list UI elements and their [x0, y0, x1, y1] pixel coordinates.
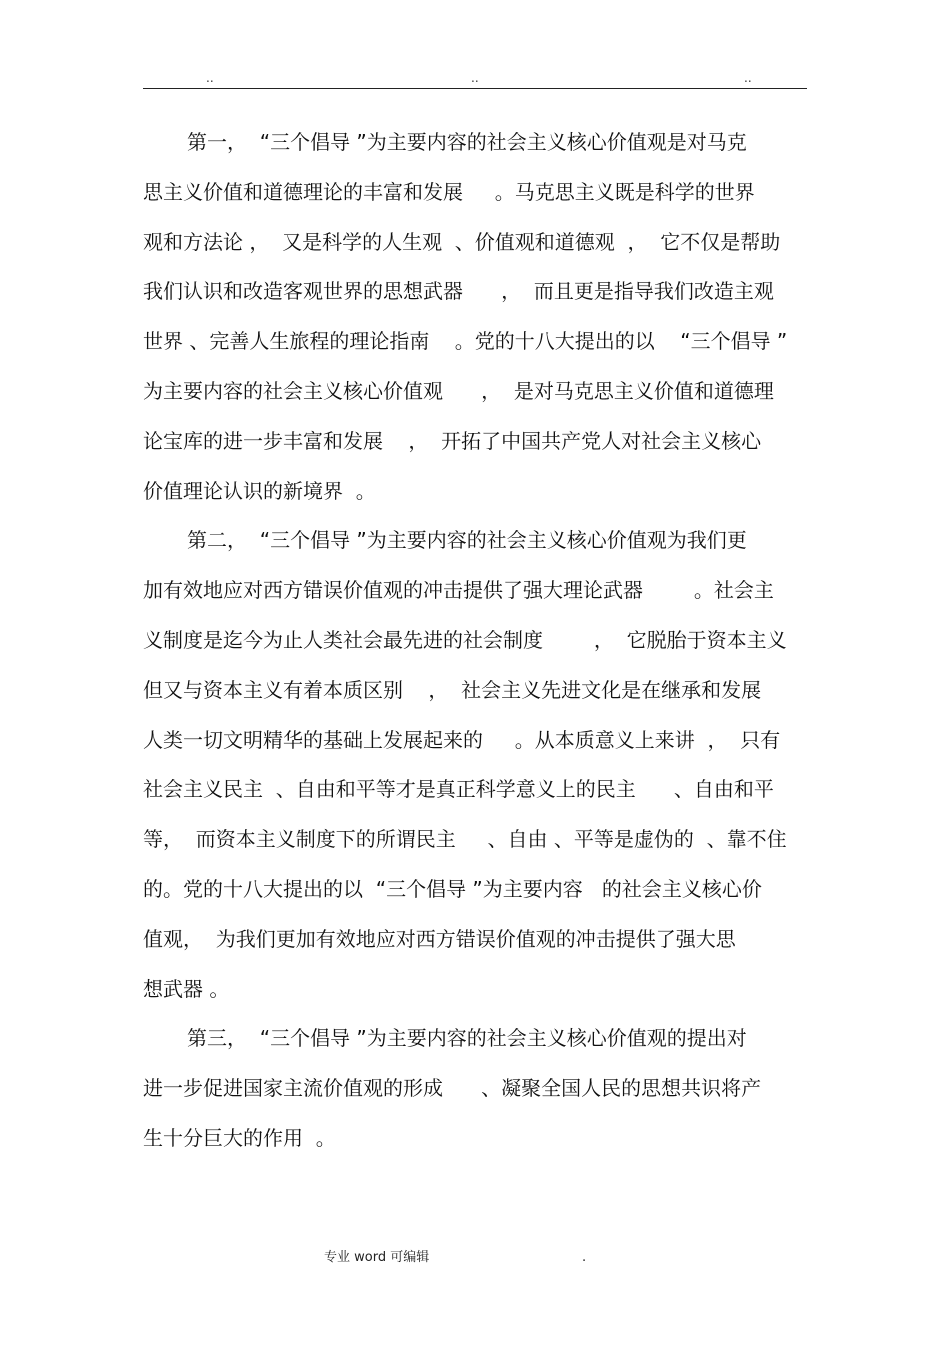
paragraph-line: 思主义价值和道德理论的丰富和发展 。马克思主义既是科学的世界: [143, 179, 755, 204]
footer-dot: .: [582, 1250, 587, 1265]
paragraph-line: 等， 而资本主义制度下的所谓民主 、自由 、平等是虚伪的 、靠不住: [143, 827, 787, 852]
paragraph-2: [143, 516, 823, 1014]
paragraph-line: 价值理论认识的新境界 。: [143, 478, 376, 503]
header-divider: [143, 88, 807, 89]
paragraph-line: 社会主义民主 、自由和平等才是真正科学意义上的民主 、自由和平: [143, 777, 774, 802]
paragraph-line: 第一， “三个倡导 ”为主要内容的社会主义核心价值观是对马克: [187, 130, 747, 154]
header-mark-right: ..: [744, 71, 752, 85]
paragraph-line: 论宝库的进一步丰富和发展 ， 开拓了中国共产党人对社会主义核心: [143, 428, 762, 453]
paragraph-line: 第二， “三个倡导 ”为主要内容的社会主义核心价值观为我们更: [187, 528, 747, 553]
paragraph-1: [143, 118, 823, 516]
footer-note: 专业 word 可编辑: [324, 1250, 430, 1265]
paragraph-line: 为主要内容的社会主义核心价值观 ， 是对马克思主义价值和道德理: [143, 378, 774, 403]
paragraph-line: 义制度是迄今为止人类社会最先进的社会制度 ， 它脱胎于资本主义: [143, 627, 787, 652]
paragraph-line: 加有效地应对西方错误价值观的冲击提供了强大理论武器 。社会主: [143, 578, 774, 603]
paragraph-3: [143, 1014, 823, 1163]
paragraph-line: 进一步促进国家主流价值观的形成 、凝聚全国人民的思想共识将产: [143, 1076, 762, 1101]
paragraph-line: 第三， “三个倡导 ”为主要内容的社会主义核心价值观的提出对: [187, 1026, 747, 1051]
document-body: [143, 118, 823, 1164]
header-mark-center: ..: [471, 71, 479, 85]
paragraph-line: 我们认识和改造客观世界的思想武器 ， 而且更是指导我们改造主观: [143, 279, 774, 304]
paragraph-line: 值观， 为我们更加有效地应对西方错误价值观的冲击提供了强大思: [143, 926, 736, 951]
paragraph-line: 的。党的十八大提出的以 “三个倡导 ”为主要内容 的社会主义核心价: [143, 876, 762, 901]
header-mark-left: ..: [206, 71, 214, 85]
paragraph-line: 世界 、完善人生旅程的理论指南 。党的十八大提出的以 “三个倡导 ”: [143, 329, 788, 354]
paragraph-line: 观和方法论 ， 又是科学的人生观 、价值观和道德观 ， 它不仅是帮助: [143, 229, 781, 254]
paragraph-line: 人类一切文明精华的基础上发展起来的 。从本质意义上来讲 ， 只有: [143, 727, 781, 752]
paragraph-line: 但又与资本主义有着本质区别 ， 社会主义先进文化是在继承和发展: [143, 677, 762, 702]
paragraph-line: 想武器 。: [143, 976, 230, 1001]
paragraph-line: 生十分巨大的作用 。: [143, 1125, 336, 1150]
